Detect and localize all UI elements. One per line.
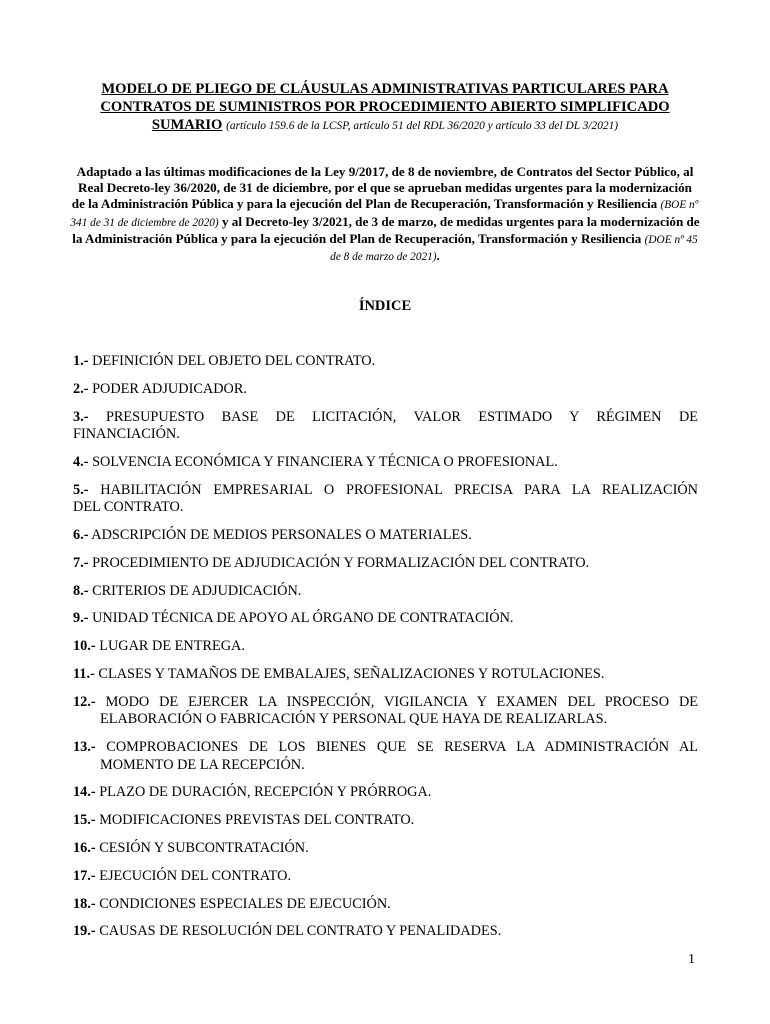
toc-number: 18.- <box>73 895 96 912</box>
toc-number: 4.- <box>73 453 89 470</box>
title-line-2: CONTRATOS DE SUMINISTROS POR PROCEDIMIENTO ABIERTO SIMPLIFICADO <box>100 99 670 115</box>
title-line-3: SUMARIO <box>151 117 223 133</box>
toc-number: 8.- <box>73 582 89 599</box>
adaptation-boe-reference: (BOE nº 341 de 31 de diciembre de 2020) <box>70 199 699 229</box>
adaptation-text-part-2: y al Decreto-ley 3/2021, de 3 de marzo, de medidas urgentes para la modernización de la Administración Pública y para la ejecución del Plan de Recuperación, Transformación y Resiliencia <box>72 213 700 246</box>
toc-number: 5.- <box>73 481 89 498</box>
toc-number: 15.- <box>73 812 96 829</box>
toc-item-4 <box>73 454 698 472</box>
toc-number: 16.- <box>73 839 96 856</box>
toc-item-15 <box>73 812 698 830</box>
toc-text: EJECUCIÓN DEL CONTRATO. <box>99 867 292 884</box>
toc-item-3 <box>73 409 698 444</box>
toc-item-18 <box>73 896 698 914</box>
adaptation-note <box>70 164 700 265</box>
toc-line-1 <box>73 739 698 757</box>
toc-number: 3.- <box>73 408 89 425</box>
toc-number: 10.- <box>73 638 96 655</box>
toc-item-14 <box>73 784 698 802</box>
toc-text: UNIDAD TÉCNICA DE APOYO AL ÓRGANO DE CONTRATACIÓN. <box>92 610 514 627</box>
toc-line-2: FINANCIACIÓN. <box>73 426 180 443</box>
adaptation-doe-reference: (DOE nº 45 de 8 de marzo de 2021) <box>330 233 698 264</box>
toc-item-5 <box>73 482 698 517</box>
document-title <box>75 80 695 135</box>
toc-line-2: MOMENTO DE LA RECEPCIÓN. <box>100 756 305 773</box>
toc-item-17 <box>73 868 698 886</box>
title-legal-reference: (artículo 159.6 de la LCSP, artículo 51 del RDL 36/2020 y artículo 33 del DL 3/2021) <box>226 120 619 132</box>
toc-text: MODO DE EJERCER LA INSPECCIÓN, VIGILANCIA Y EXAMEN DEL PROCESO DE <box>105 693 699 710</box>
toc-item-11 <box>73 666 698 684</box>
toc-number: 17.- <box>73 867 96 884</box>
toc-number: 12.- <box>73 693 96 710</box>
toc-text: COMPROBACIONES DE LOS BIENES QUE SE RESERVA LA ADMINISTRACIÓN AL <box>106 739 698 756</box>
toc-text: SOLVENCIA ECONÓMICA Y FINANCIERA Y TÉCNICA O PROFESIONAL. <box>92 453 558 470</box>
toc-text: CAUSAS DE RESOLUCIÓN DEL CONTRATO Y PENALIDADES. <box>99 923 502 940</box>
toc-line-2: DEL CONTRATO. <box>73 499 184 516</box>
toc-line-1 <box>73 694 698 712</box>
toc-text: CLASES Y TAMAÑOS DE EMBALAJES, SEÑALIZACIONES Y ROTULACIONES. <box>98 665 605 682</box>
toc-line-1 <box>73 409 698 427</box>
toc-item-2 <box>73 381 698 399</box>
adaptation-text-part-1: Adaptado a las últimas modificaciones de la Ley 9/2017, de 8 de noviembre, de Contratos del Sector Público, al Real Decreto-ley 36/2020, de 31 de diciembre, por el que se aprueban medidas urgentes para la modernización de la Administración Pública y para la ejecución del Plan de Recuperación, Transformación y Resiliencia <box>71 164 694 212</box>
page-number: 1 <box>688 952 695 967</box>
toc-item-6 <box>73 527 698 545</box>
toc-item-13 <box>73 739 698 774</box>
toc-number: 9.- <box>73 610 89 627</box>
toc-text: ADSCRIPCIÓN DE MEDIOS PERSONALES O MATERIALES. <box>91 526 472 543</box>
adaptation-end: . <box>436 248 440 264</box>
toc-number: 14.- <box>73 784 96 801</box>
toc-item-16 <box>73 840 698 858</box>
toc-number: 7.- <box>73 554 89 571</box>
toc-item-1 <box>73 353 698 371</box>
toc-text: PROCEDIMIENTO DE ADJUDICACIÓN Y FORMALIZACIÓN DEL CONTRATO. <box>92 554 590 571</box>
toc-number: 13.- <box>73 739 96 756</box>
toc-text: PRESUPUESTO BASE DE LICITACIÓN, VALOR ESTIMADO Y RÉGIMEN DE <box>105 408 698 425</box>
toc-item-12 <box>73 694 698 729</box>
toc-item-10 <box>73 638 698 656</box>
toc-text: LUGAR DE ENTREGA. <box>99 638 245 655</box>
toc-number: 1.- <box>73 353 89 369</box>
toc-item-8 <box>73 583 698 601</box>
index-heading: ÍNDICE <box>358 298 412 314</box>
toc-line-2: ELABORACIÓN O FABRICACIÓN Y PERSONAL QUE HAYA DE REALIZARLAS. <box>100 711 608 728</box>
toc-item-9 <box>73 610 698 628</box>
toc-text: CRITERIOS DE ADJUDICACIÓN. <box>92 582 302 599</box>
toc-text: PODER ADJUDICADOR. <box>92 380 247 397</box>
toc-text: DEFINICIÓN DEL OBJETO DEL CONTRATO. <box>92 353 376 369</box>
toc-number: 2.- <box>73 380 89 397</box>
toc-number: 11.- <box>73 665 95 682</box>
toc-line-1 <box>73 482 698 500</box>
table-of-contents <box>73 353 698 951</box>
toc-text: CONDICIONES ESPECIALES DE EJECUCIÓN. <box>99 895 391 912</box>
toc-text: MODIFICACIONES PREVISTAS DEL CONTRATO. <box>99 812 415 829</box>
toc-number: 19.- <box>73 923 96 940</box>
title-line-1: MODELO DE PLIEGO DE CLÁUSULAS ADMINISTRATIVAS PARTICULARES PARA <box>101 81 669 97</box>
toc-number: 6.- <box>73 526 89 543</box>
toc-item-19 <box>73 923 698 941</box>
toc-text: HABILITACIÓN EMPRESARIAL O PROFESIONAL PRECISA PARA LA REALIZACIÓN <box>100 481 698 498</box>
toc-item-7 <box>73 555 698 573</box>
toc-text: CESIÓN Y SUBCONTRATACIÓN. <box>99 839 309 856</box>
toc-text: PLAZO DE DURACIÓN, RECEPCIÓN Y PRÓRROGA. <box>99 784 432 801</box>
